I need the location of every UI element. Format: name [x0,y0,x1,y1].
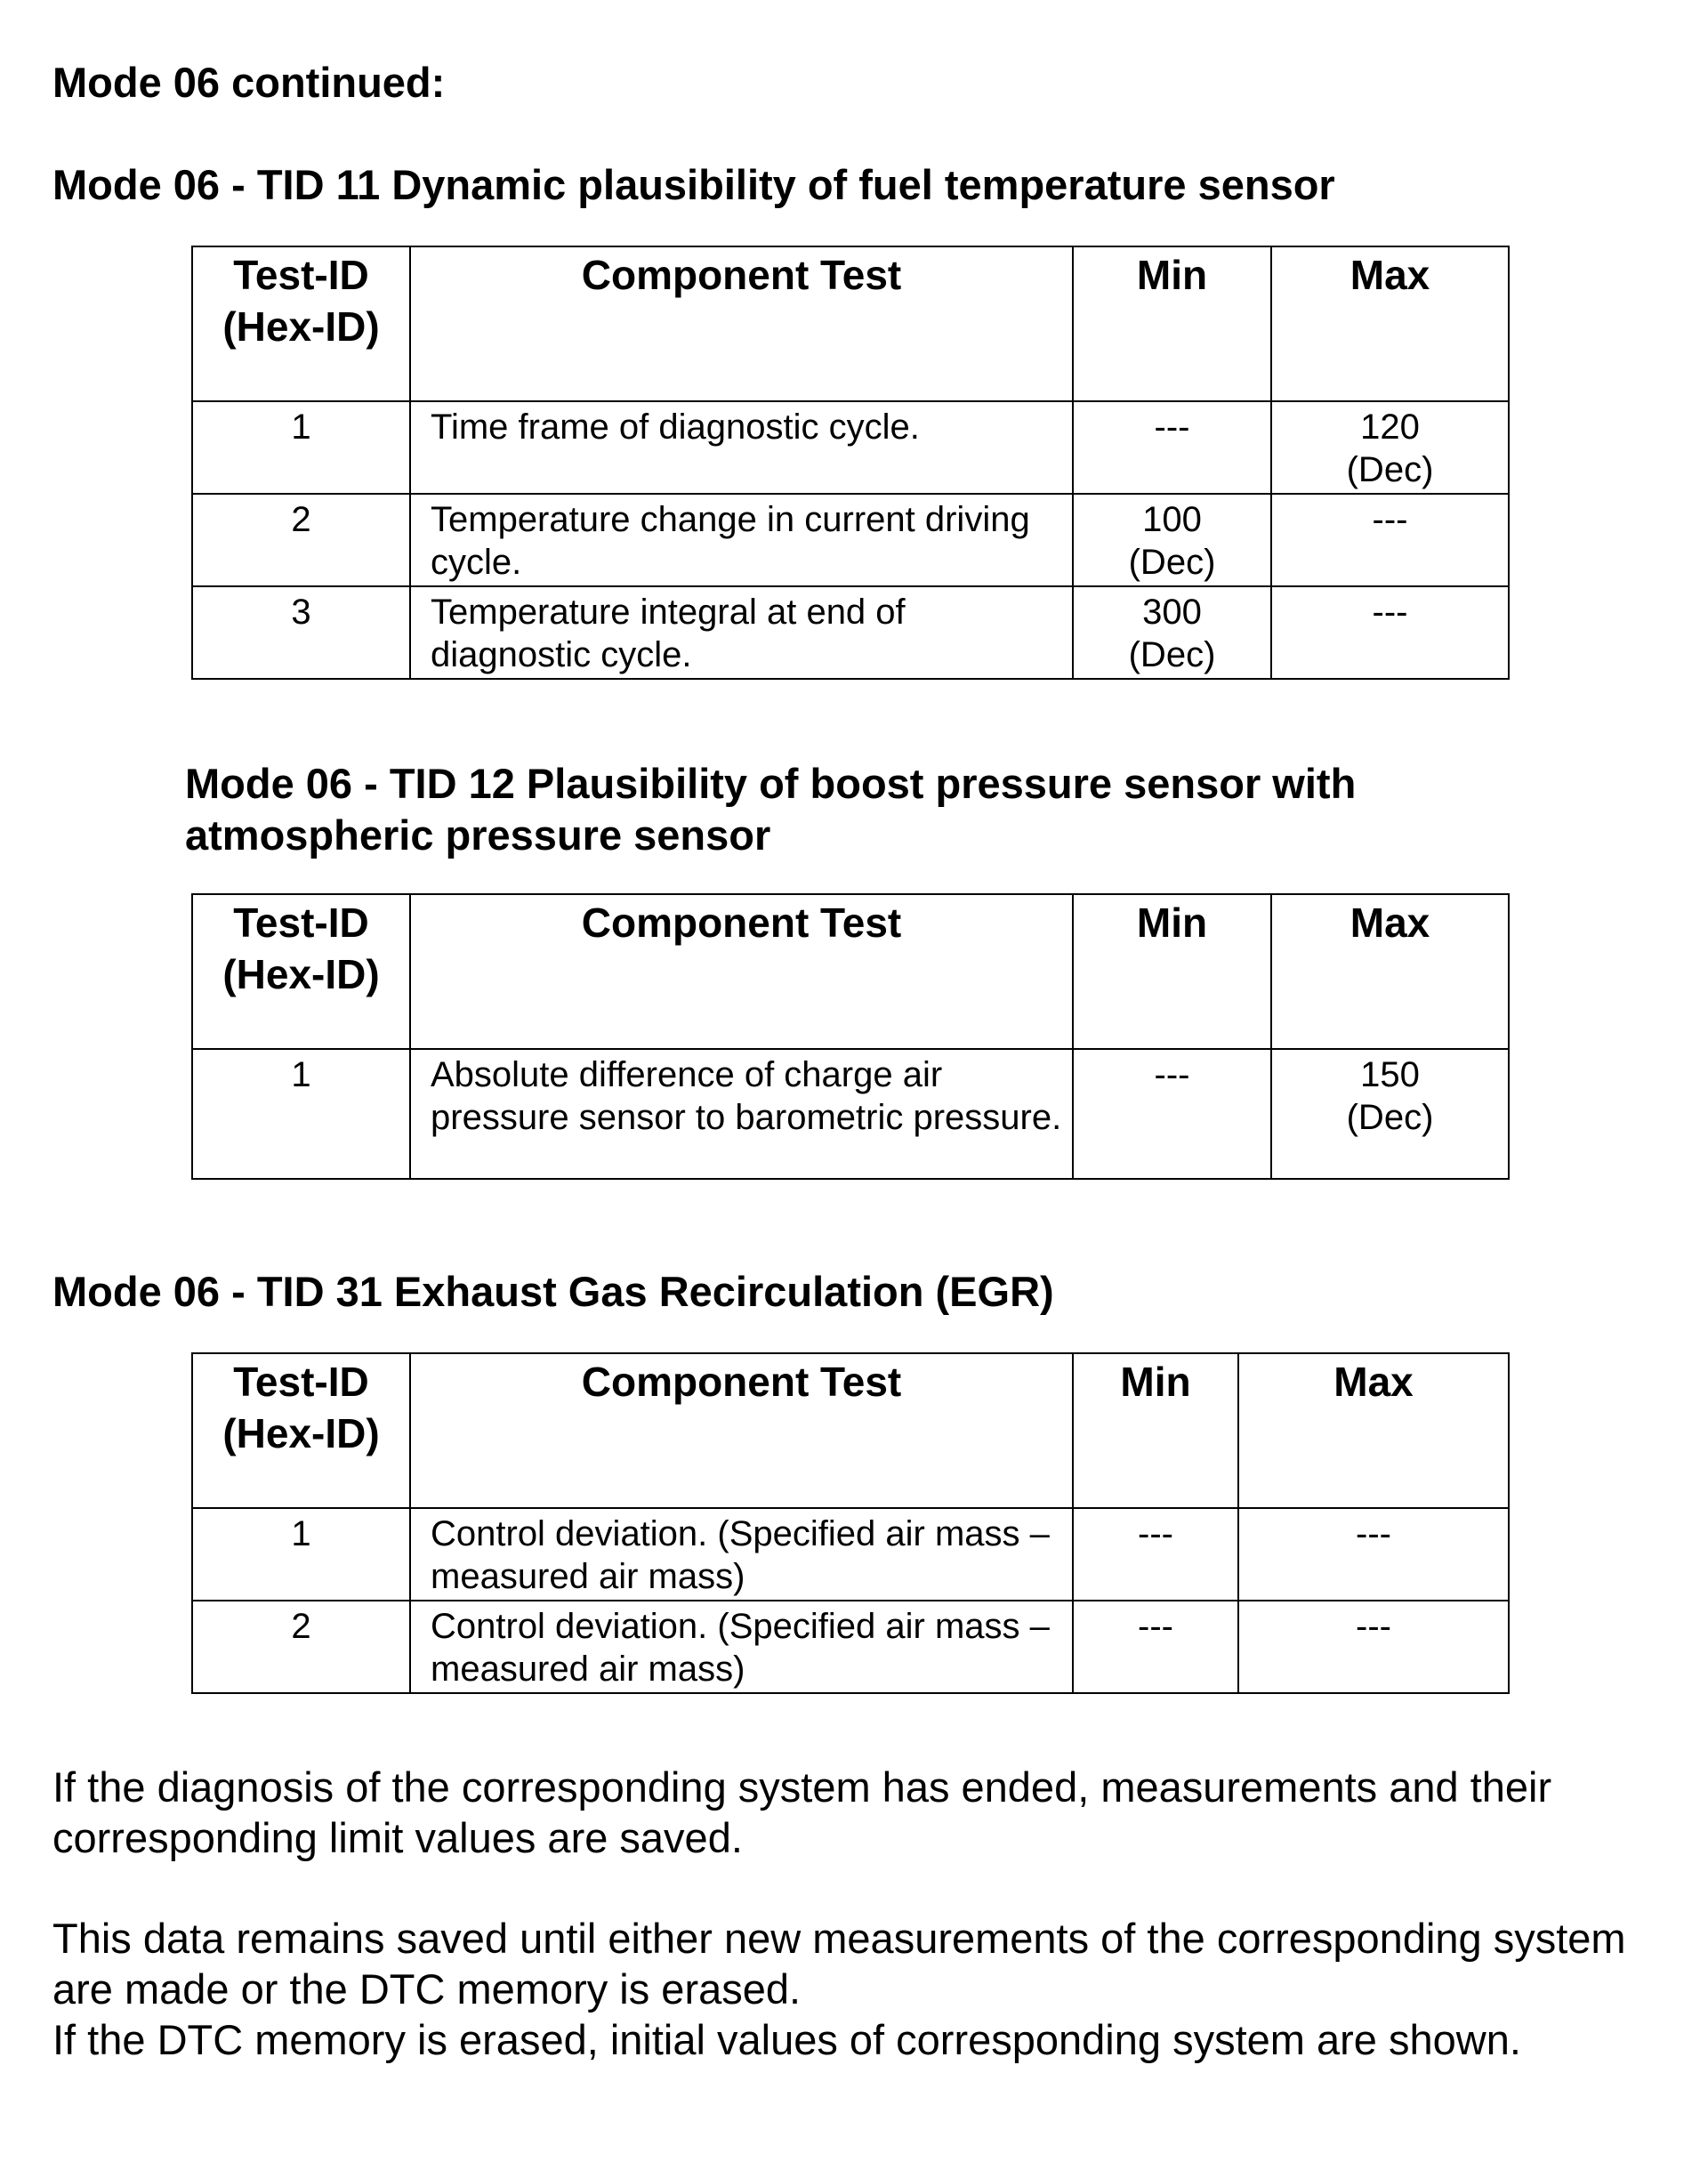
test-id-cell: 1 [192,1508,410,1601]
paragraph-data-retention-line1: This data remains saved until either new measurements of the corresponding system are made or the DTC memory is erased. [52,1915,1626,2013]
header-component-test: Component Test [410,246,1073,401]
test-id-cell: 2 [192,1601,410,1693]
component-test-cell: Temperature change in current driving cycle. [410,494,1073,586]
header-component-test: Component Test [410,894,1073,1049]
tid12-table [191,893,1510,1180]
header-min: Min [1073,1353,1238,1508]
paragraph-measurements-saved: If the diagnosis of the corresponding system has ended, measurements and their corresponding limit values are saved. [52,1763,1552,1861]
min-cell: --- [1073,401,1271,494]
table-row [192,1049,1509,1179]
table-row [192,494,1509,586]
table-row [192,1601,1509,1693]
component-test-cell: Absolute difference of charge air pressure sensor to barometric pressure. [410,1049,1073,1179]
min-cell: 100 (Dec) [1073,494,1271,586]
max-cell: --- [1238,1508,1509,1601]
header-min: Min [1073,246,1271,401]
min-cell: --- [1073,1601,1238,1693]
header-test-id: Test-ID (Hex-ID) [192,1353,410,1508]
table-header-row [192,894,1509,1049]
component-test-cell: Temperature integral at end of diagnostic cycle. [410,586,1073,679]
section-heading-continued: Mode 06 continued: [52,59,446,106]
header-max: Max [1271,246,1509,401]
section-heading-tid31: Mode 06 - TID 31 Exhaust Gas Recirculation (EGR) [52,1268,1054,1315]
max-cell: 150 (Dec) [1271,1049,1509,1179]
section-heading-tid11: Mode 06 - TID 11 Dynamic plausibility of fuel temperature sensor [52,161,1335,208]
paragraph-data-retention-line2: If the DTC memory is erased, initial values of corresponding system are shown. [52,2016,1521,2063]
paragraph-data-retention [52,1913,1672,2065]
max-cell: --- [1271,586,1509,679]
max-cell: --- [1238,1601,1509,1693]
header-max: Max [1238,1353,1509,1508]
min-cell: 300 (Dec) [1073,586,1271,679]
header-component-test: Component Test [410,1353,1073,1508]
header-test-id: Test-ID (Hex-ID) [192,246,410,401]
test-id-cell: 1 [192,401,410,494]
header-min: Min [1073,894,1271,1049]
min-cell: --- [1073,1049,1271,1179]
tid11-table [191,246,1510,680]
table-header-row [192,246,1509,401]
component-test-cell: Time frame of diagnostic cycle. [410,401,1073,494]
max-cell: 120 (Dec) [1271,401,1509,494]
header-test-id: Test-ID (Hex-ID) [192,894,410,1049]
header-max: Max [1271,894,1509,1049]
max-cell: --- [1271,494,1509,586]
tid31-table [191,1352,1510,1694]
component-test-cell: Control deviation. (Specified air mass – measured air mass) [410,1508,1073,1601]
table-header-row [192,1353,1509,1508]
component-test-cell: Control deviation. (Specified air mass – measured air mass) [410,1601,1073,1693]
min-cell: --- [1073,1508,1238,1601]
table-row [192,586,1509,679]
table-row [192,401,1509,494]
table-row [192,1508,1509,1601]
test-id-cell: 3 [192,586,410,679]
test-id-cell: 1 [192,1049,410,1179]
section-heading-tid12: Mode 06 - TID 12 Plausibility of boost pressure sensor with atmospheric pressure sensor [185,760,1357,859]
test-id-cell: 2 [192,494,410,586]
